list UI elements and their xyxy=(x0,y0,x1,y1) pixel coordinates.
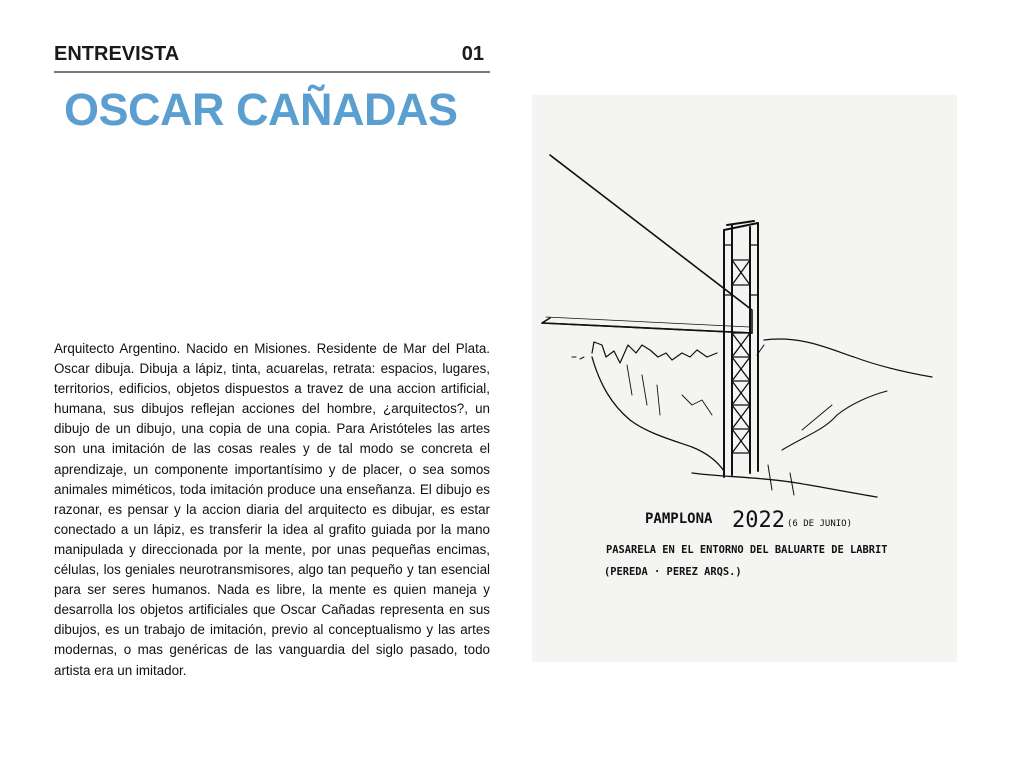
sketch-caption-place: PAMPLONA xyxy=(645,511,713,527)
sketch-caption-date: (6 DE JUNIO) xyxy=(787,519,853,529)
page-number: 01 xyxy=(461,43,484,65)
architectural-sketch xyxy=(532,95,957,662)
article-title: OSCAR CAÑADAS xyxy=(64,84,458,135)
sketch-caption-year: 2022 xyxy=(732,508,785,533)
sketch-caption-line2: PASARELA EN EL ENTORNO DEL BALUARTE DE LABRIT xyxy=(606,544,888,556)
body-paragraph: Arquitecto Argentino. Nacido en Misiones. Residente de Mar del Plata. Oscar dibuja. Dibuja a lápiz, tinta, acuarelas, retrata: espacios, lugares, territorios, edificios, objetos dispuestos a travez de una accion artificial, humana, sus dibujos reflejan acciones del hombre, ¿arquitectos?, un dibujo de un dibujo, una copia de una copia. Para Aristóteles las artes son una imitación de las cosas reales y de tal modo se concreta el aprendizaje, un componente importantísimo y de placer, o sea somos animales miméticos, toda imitación produce una enseñanza. El dibujo es razonar, es pensar y la accion diaria del arquitecto es dibujar, es estar conectado a un lápiz, es transferir la idea al grafito guiada por la mano manipulada y direccionada por la mente, por unas pequeñas encimas, células, los geniales neurotransmisores, algo tan pequeño y tan esencial para ser seres humanos. Nada es libre, la mente es quien maneja y desarrolla los objetos artificiales que Oscar Cañadas representa en sus dibujos, es un trabajo de imitación, previo al conceptualismo y las artes modernas, o mas genéricas de las vanguardia del siglo pasado, todo artista era un imitador. xyxy=(54,341,490,678)
section-label: ENTREVISTA xyxy=(54,43,180,65)
sketch-caption-line3: (PEREDA · PEREZ ARQS.) xyxy=(604,566,742,578)
section-header xyxy=(54,43,490,73)
